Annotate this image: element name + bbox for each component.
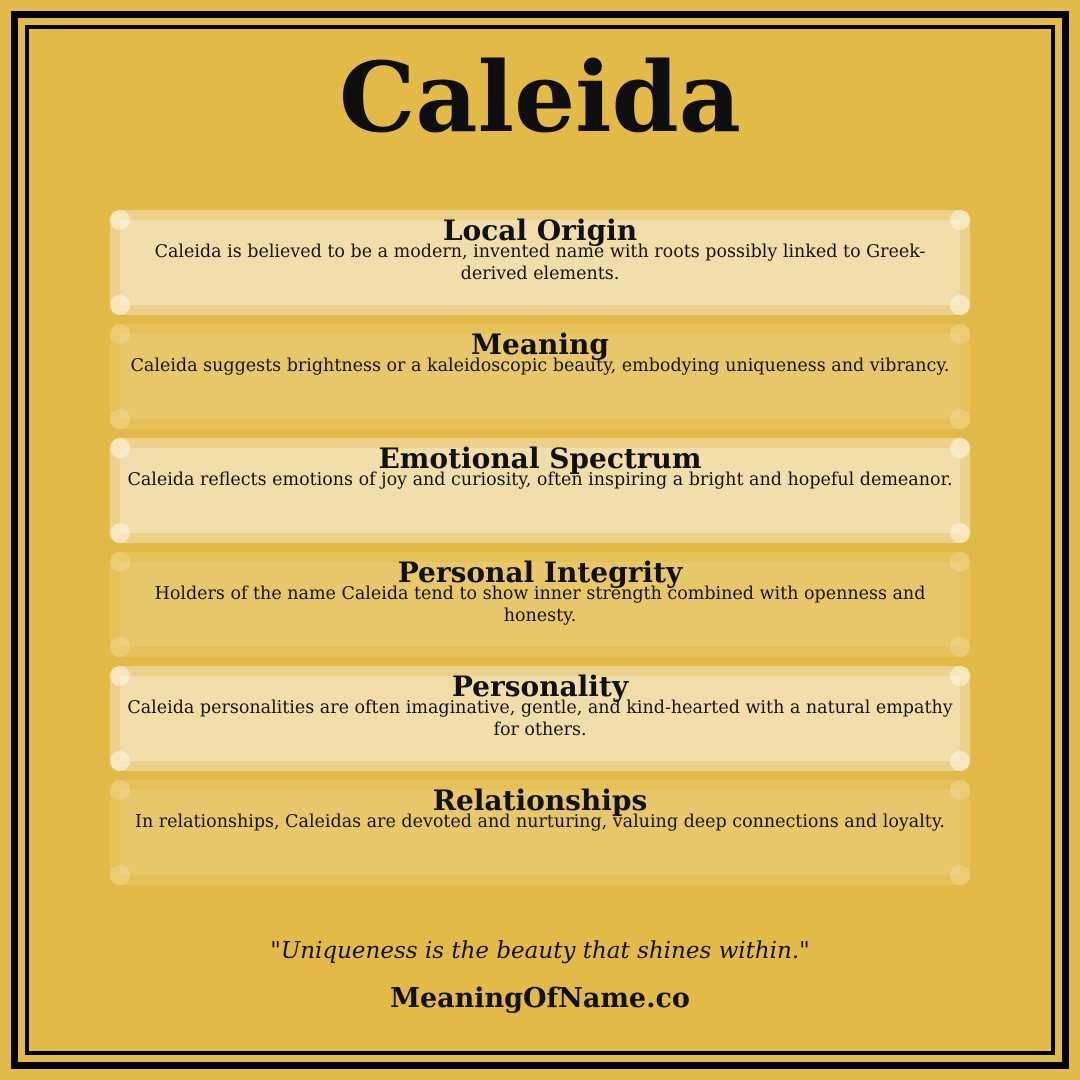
card-relationships bbox=[110, 780, 970, 885]
card-title: Personality bbox=[451, 670, 629, 703]
card-title: Local Origin bbox=[442, 214, 638, 247]
corner-dot-icon bbox=[110, 637, 130, 657]
card-title: Personal Integrity bbox=[397, 556, 683, 589]
corner-dot-icon bbox=[950, 637, 970, 657]
corner-dot-icon bbox=[110, 865, 130, 885]
corner-dot-icon bbox=[950, 865, 970, 885]
corner-dot-icon bbox=[110, 409, 130, 429]
card-meaning bbox=[110, 324, 970, 429]
corner-dot-icon bbox=[950, 751, 970, 771]
card-personality bbox=[110, 666, 970, 771]
card-personal-integrity bbox=[110, 552, 970, 657]
card-text: In relationships, Caleidas are devoted and nurturing, valuing deep connections and loyalty. bbox=[135, 812, 945, 832]
card-title: Emotional Spectrum bbox=[378, 442, 702, 475]
card-text: Caleida reflects emotions of joy and curiosity, often inspiring a bright and hopeful demeanor. bbox=[127, 470, 953, 490]
card-text: Holders of the name Caleida tend to show inner strength combined with openness and honesty. bbox=[154, 584, 926, 626]
quote-text: "Uniqueness is the beauty that shines within." bbox=[270, 938, 810, 964]
site-brand: MeaningOfName.co bbox=[390, 983, 690, 1014]
card-local-origin bbox=[110, 210, 970, 315]
corner-dot-icon bbox=[110, 523, 130, 543]
name-title: Caleida bbox=[339, 41, 741, 154]
corner-dot-icon bbox=[110, 751, 130, 771]
corner-dot-icon bbox=[950, 295, 970, 315]
card-text: Caleida is believed to be a modern, invented name with roots possibly linked to Greek-derived elements. bbox=[154, 242, 926, 284]
card-emotional-spectrum bbox=[110, 438, 970, 543]
corner-dot-icon bbox=[110, 295, 130, 315]
card-text: Caleida personalities are often imaginative, gentle, and kind-hearted with a natural empathy for others. bbox=[127, 698, 953, 740]
corner-dot-icon bbox=[950, 523, 970, 543]
card-text: Caleida suggests brightness or a kaleidoscopic beauty, embodying uniqueness and vibrancy. bbox=[130, 356, 950, 376]
corner-dot-icon bbox=[950, 409, 970, 429]
card-title: Meaning bbox=[471, 328, 609, 361]
card-title: Relationships bbox=[432, 784, 648, 817]
